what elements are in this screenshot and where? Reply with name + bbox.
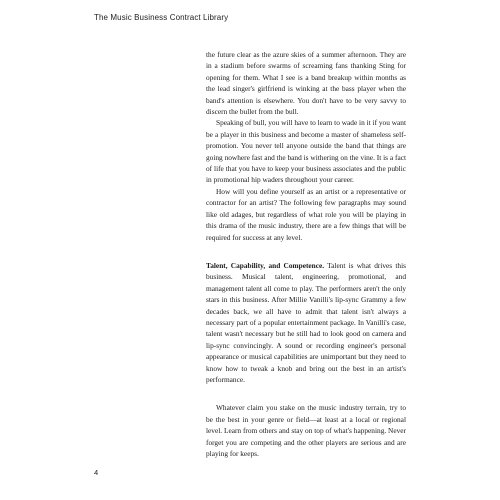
paragraph-speaking-of-bull: Speaking of bull, you will have to learn to wade in it if you want be a player in this business and become a master of shameless self-promotion. You never tell anyone outside the band that things are going nowhere fast and the band is withering on the vine. It is a fact of life that you have to keep your business associates and the public in promotional hip waders throughout your career. — [206, 118, 406, 185]
main-text-column — [206, 49, 406, 459]
paragraph-talent-body: Talent is what drives this business. Musical talent, engineering, promotional, and management talent all come to play. The performers aren't the only stars in this business. After Millie Vanilli's lip-sync Grammy a few decades back, we all have to admit that talent isn't always a necessary part of a popular entertainment package. In Vanilli's case, talent wasn't necessary but he still had to look good on camera and lip-sync convincingly. A sound or recording engineer's personal appearance or musical capabilities are unimportant but they need to know how to tweak a knob and bring out the best in an artist's performance. — [206, 260, 406, 384]
running-header: The Music Business Contract Library — [94, 13, 229, 22]
paragraph-continuation: the future clear as the azure skies of a summer afternoon. They are in a stadium before swarms of screaming fans thanking Sting for opening for them. What I see is a band breakup within months as the lead singer's girlfriend is winking at the bass player when the band's attention is elsewhere. You don't have to be very savvy to discern the bullet from the bull. — [206, 50, 406, 117]
page-number: 4 — [94, 468, 99, 477]
paragraph-talent — [206, 260, 406, 385]
paragraph-define-yourself: How will you define yourself as an artist or a representative or contractor for an artist? The following few paragraphs may sound like old adages, but regardless of what role you will be playing in this drama of the music industry, there are a few things that will be required for success at any level. — [206, 186, 406, 242]
section-heading-talent: Talent, Capability, and Competence. — [206, 260, 325, 270]
paragraph-whatever-claim: Whatever claim you stake on the music industry terrain, try to be the best in your genre or field—at least at a local or regional level. Learn from others and stay on top of what's happening. Never forget you are competing and the other players are serious and are playing for keeps. — [206, 403, 406, 458]
